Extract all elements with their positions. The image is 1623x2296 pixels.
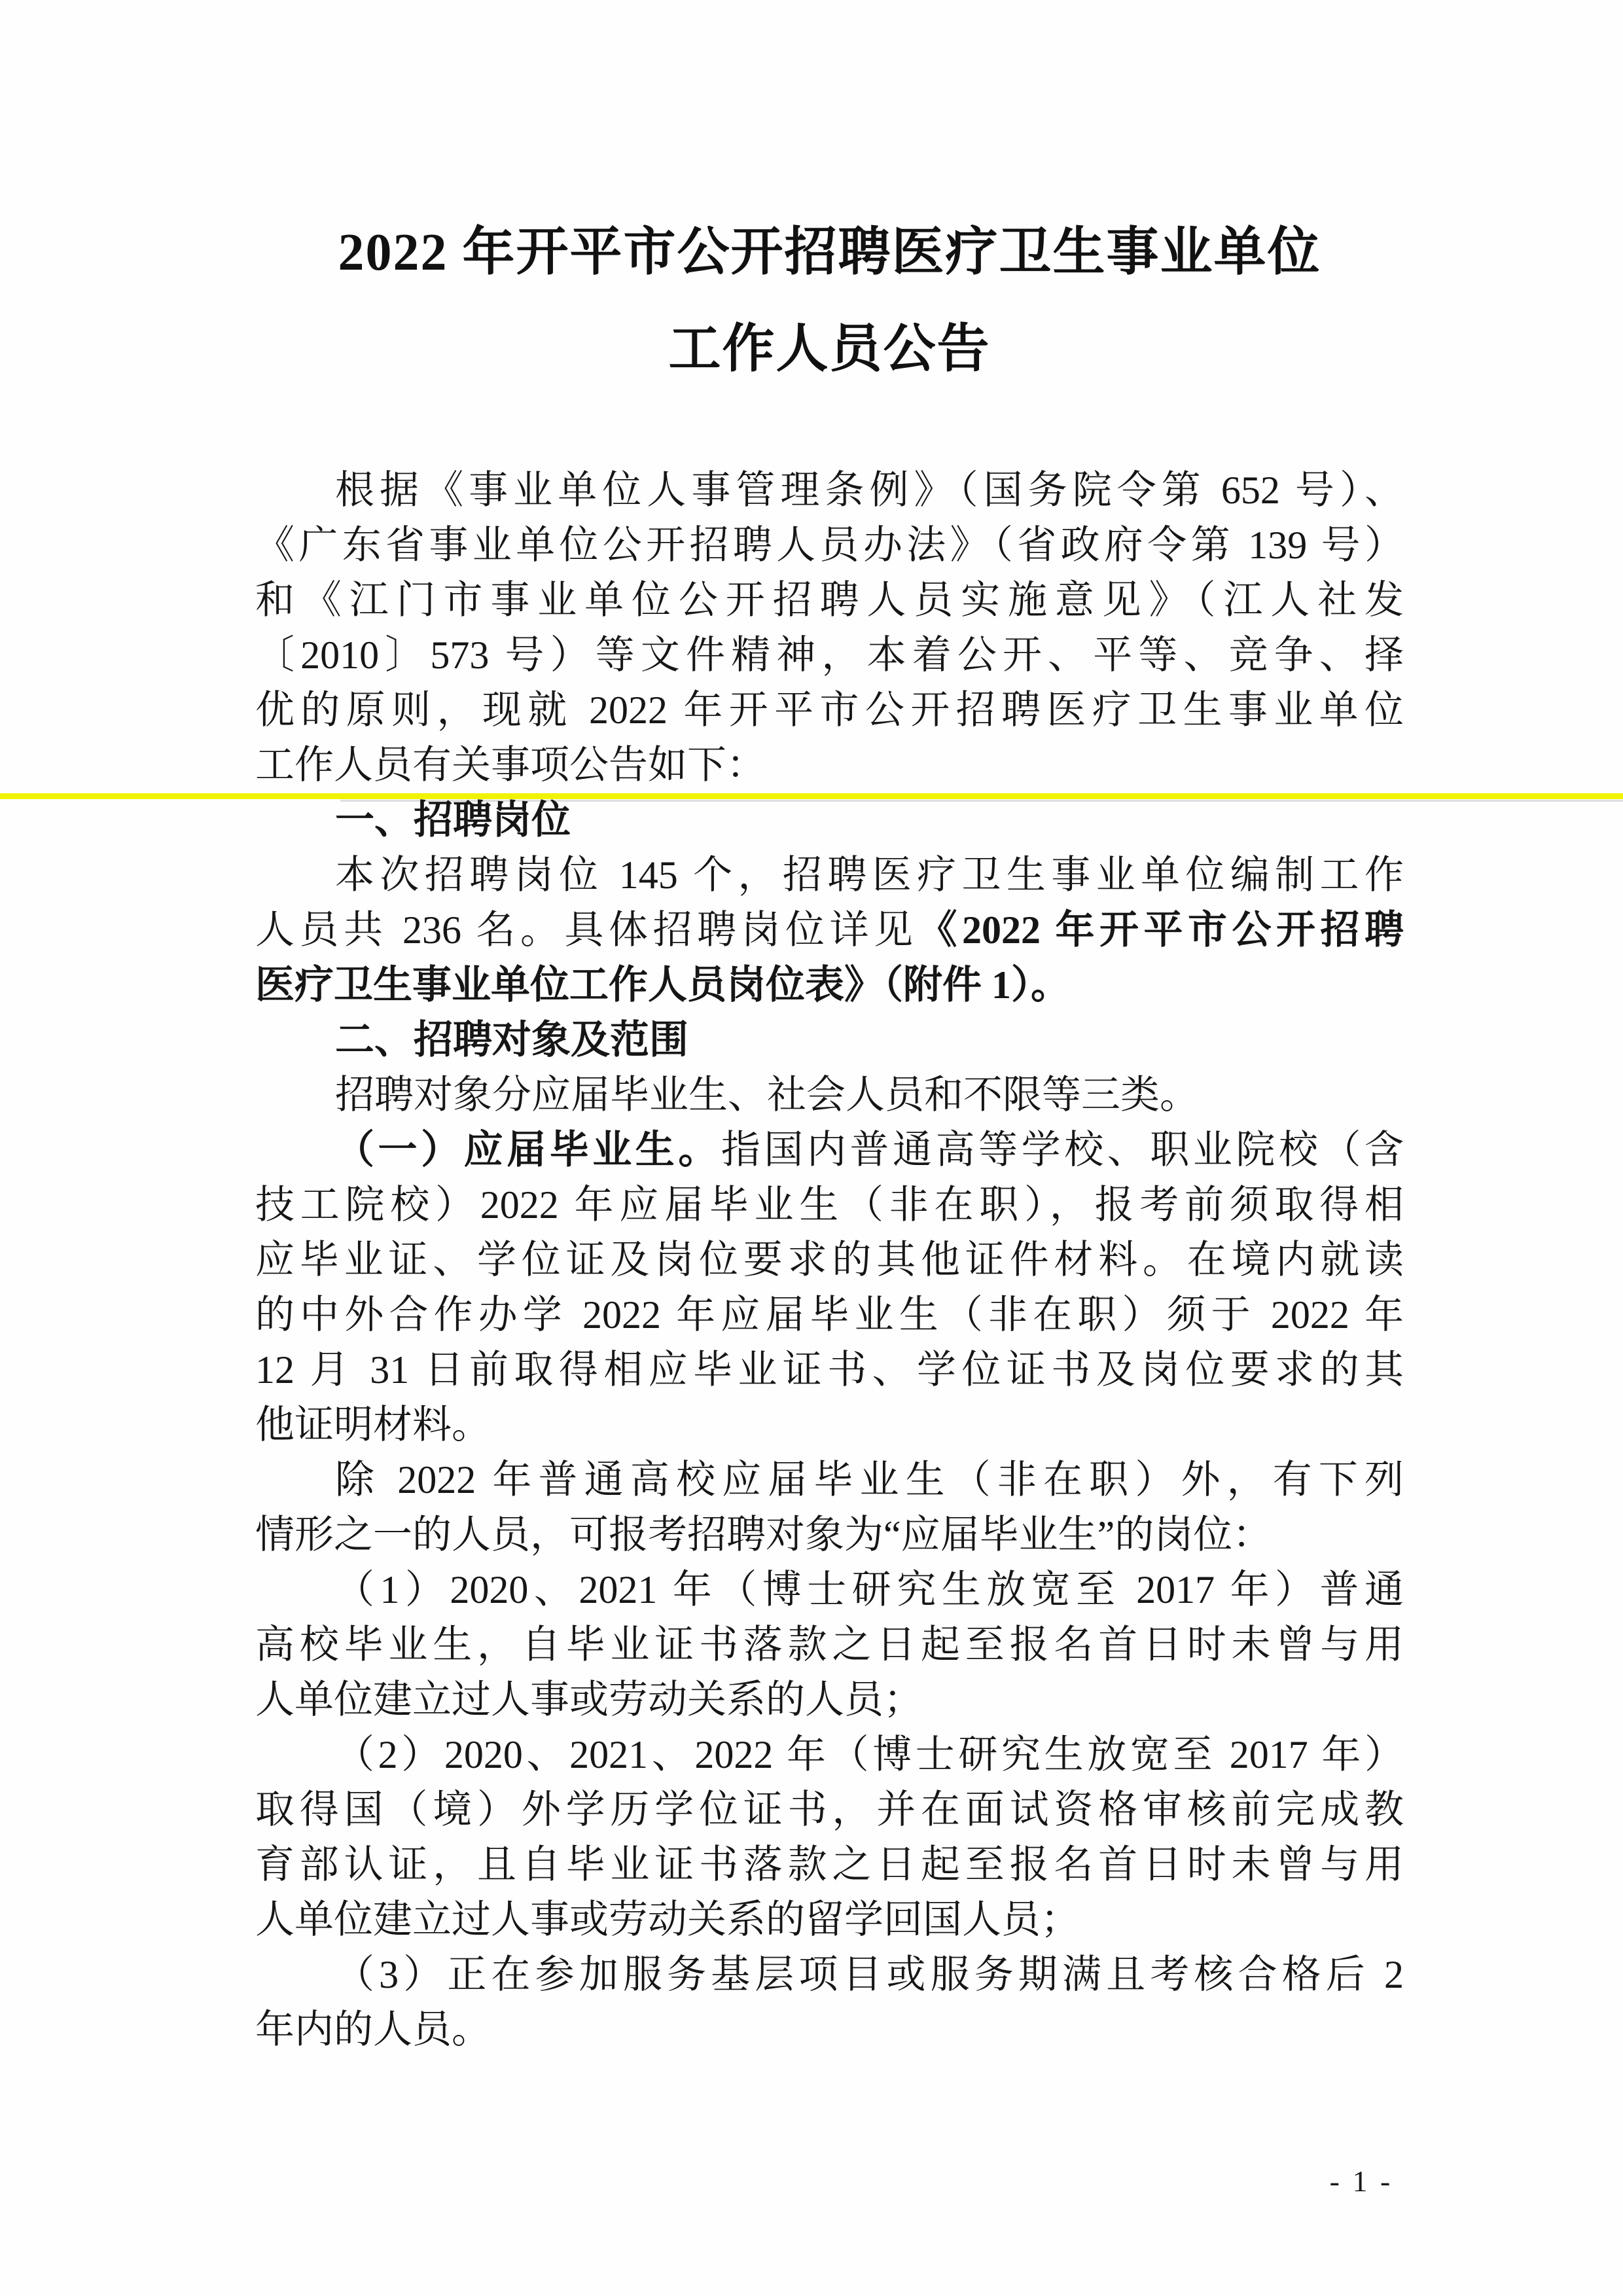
body-line: 《广东省事业单位公开招聘人员办法》（省政府令第 139 号） [255,524,1404,567]
body-line: 高校毕业生，自毕业证书落款之日起至报名首日时未曾与用 [255,1623,1404,1666]
body-line: 情形之一的人员，可报考招聘对象为“应届毕业生”的岗位： [255,1513,1272,1556]
body-line: 他证明材料。 [255,1403,491,1446]
body-line: 12 月 31 日前取得相应毕业证书、学位证书及岗位要求的其 [255,1348,1404,1391]
body-line: 除 2022 年普通高校应届毕业生（非在职）外，有下列 [335,1458,1404,1501]
body-line: 人单位建立过人事或劳动关系的人员； [255,1678,923,1721]
body-line: 技工院校）2022 年应届毕业生（非在职），报考前须取得相 [255,1183,1404,1227]
title-line-2: 工作人员公告 [668,321,991,378]
section-heading: 一、招聘岗位 [335,798,571,842]
body-line: 工作人员有关事项公告如下： [255,744,766,787]
body-line: （2）2020、2021、2022 年（博士研究生放宽至 2017 年） [335,1733,1404,1776]
body-line: 本次招聘岗位 145 个，招聘医疗卫生事业单位编制工作 [335,853,1404,897]
body-line: （1）2020、2021 年（博士研究生放宽至 2017 年）普通 [335,1568,1404,1611]
body-line: 育部认证，且自毕业证书落款之日起至报名首日时未曾与用 [255,1843,1404,1886]
section-heading: 二、招聘对象及范围 [335,1018,688,1062]
body-line: 优的原则，现就 2022 年开平市公开招聘医疗卫生事业单位 [255,689,1404,732]
body-line: 应毕业证、学位证及岗位要求的其他证件材料。在境内就读 [255,1238,1404,1282]
body-line: 的中外合作办学 2022 年应届毕业生（非在职）须于 2022 年 [255,1293,1404,1336]
body-line: （3）正在参加服务基层项目或服务期满且考核合格后 2 [335,1953,1404,1996]
body-line: 和《江门市事业单位公开招聘人员实施意见》（江人社发 [255,579,1404,622]
body-line: 医疗卫生事业单位工作人员岗位表》（附件 1）。 [255,963,1070,1007]
body-line: 年内的人员。 [255,2008,491,2051]
body-line: 〔2010〕573 号）等文件精神，本着公开、平等、竞争、择 [255,634,1404,677]
document-title [255,204,1404,398]
document-body [255,463,1404,2057]
body-line: （一）应届毕业生。指国内普通高等学校、职业院校（含 [335,1128,1404,1172]
body-line: 人员共 236 名。具体招聘岗位详见《2022 年开平市公开招聘 [255,908,1404,952]
body-line: 根据《事业单位人事管理条例》（国务院令第 652 号）、 [335,469,1404,512]
body-line: 招聘对象分应届毕业生、社会人员和不限等三类。 [335,1073,1199,1117]
title-line-1: 2022 年开平市公开招聘医疗卫生事业单位 [338,224,1321,281]
body-line: 人单位建立过人事或劳动关系的留学回国人员； [255,1898,1080,1941]
page-number: - 1 - [1329,2164,1393,2198]
body-line: 取得国（境）外学历学位证书，并在面试资格审核前完成教 [255,1788,1404,1831]
